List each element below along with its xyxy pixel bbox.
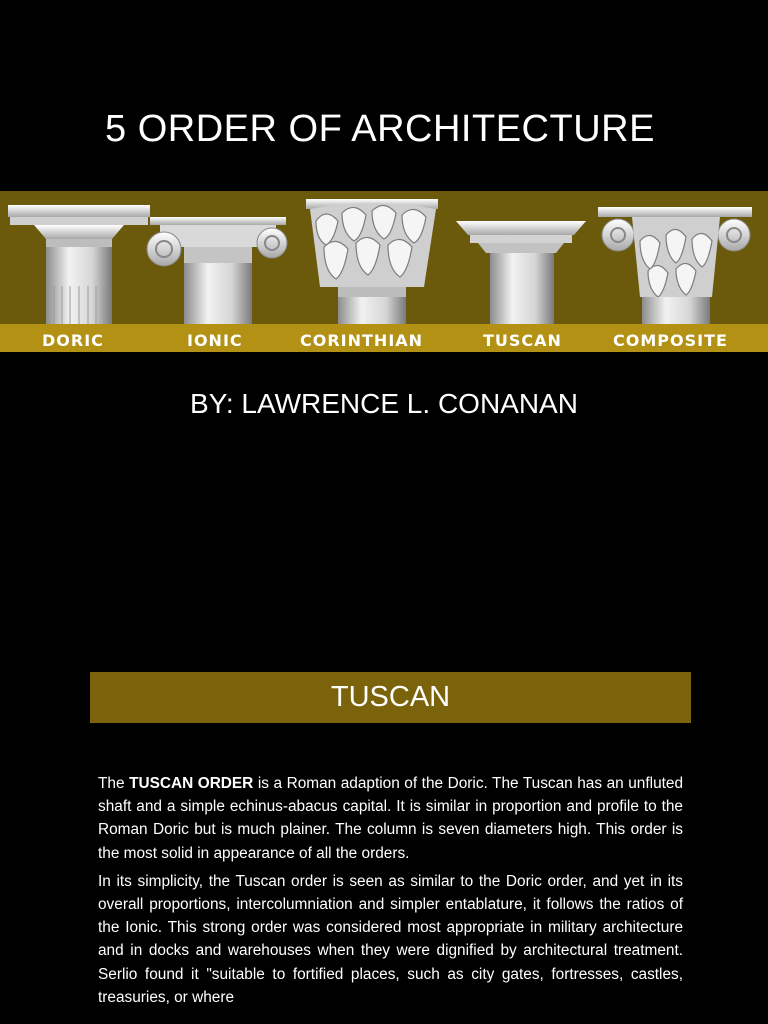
doric-column-icon [8,205,150,324]
paragraph-1-prefix: The [98,775,130,792]
ionic-column-icon [147,217,287,324]
label-tuscan: TUSCAN [483,331,562,350]
section-body [98,772,683,1014]
author-line: BY: LAWRENCE L. CONANAN [190,388,578,419]
paragraph-2: In its simplicity, the Tuscan order is seen as similar to the Doric order, and yet in its overall proportions, intercolumniation and simpler entablature, it follows the ratios of the Ionic. This strong order was considered most appropriate in military architecture and in docks and warehouses when they were dignified by architectural treatment. Serlio found it "suitable to fortified places, such as city gates, fortresses, castles, treasuries, or where [98,872,683,1006]
label-composite: COMPOSITE [613,331,728,350]
section-heading: TUSCAN [330,681,451,713]
tuscan-column-icon [456,221,586,324]
paragraph-1 [98,772,683,865]
composite-column-icon [598,207,752,324]
paragraph-1-rest: is a Roman adaption of the Doric. The Tuscan has an unfluted shaft and a simple echinus-abacus capital. It is similar in proportion and profile to the Roman Doric but is much plainer. The column is seven diameters high. This order is the most solid in appearance of all the orders. [98,775,684,862]
corinthian-column-icon [306,199,438,324]
label-corinthian: CORINTHIAN [300,331,424,350]
label-doric: DORIC [42,331,104,350]
tuscan-order-term: TUSCAN ORDER [129,775,254,792]
label-ionic: IONIC [187,331,243,350]
slide-title: 5 ORDER OF ARCHITECTURE [105,108,655,150]
section-heading-bar [90,672,691,723]
